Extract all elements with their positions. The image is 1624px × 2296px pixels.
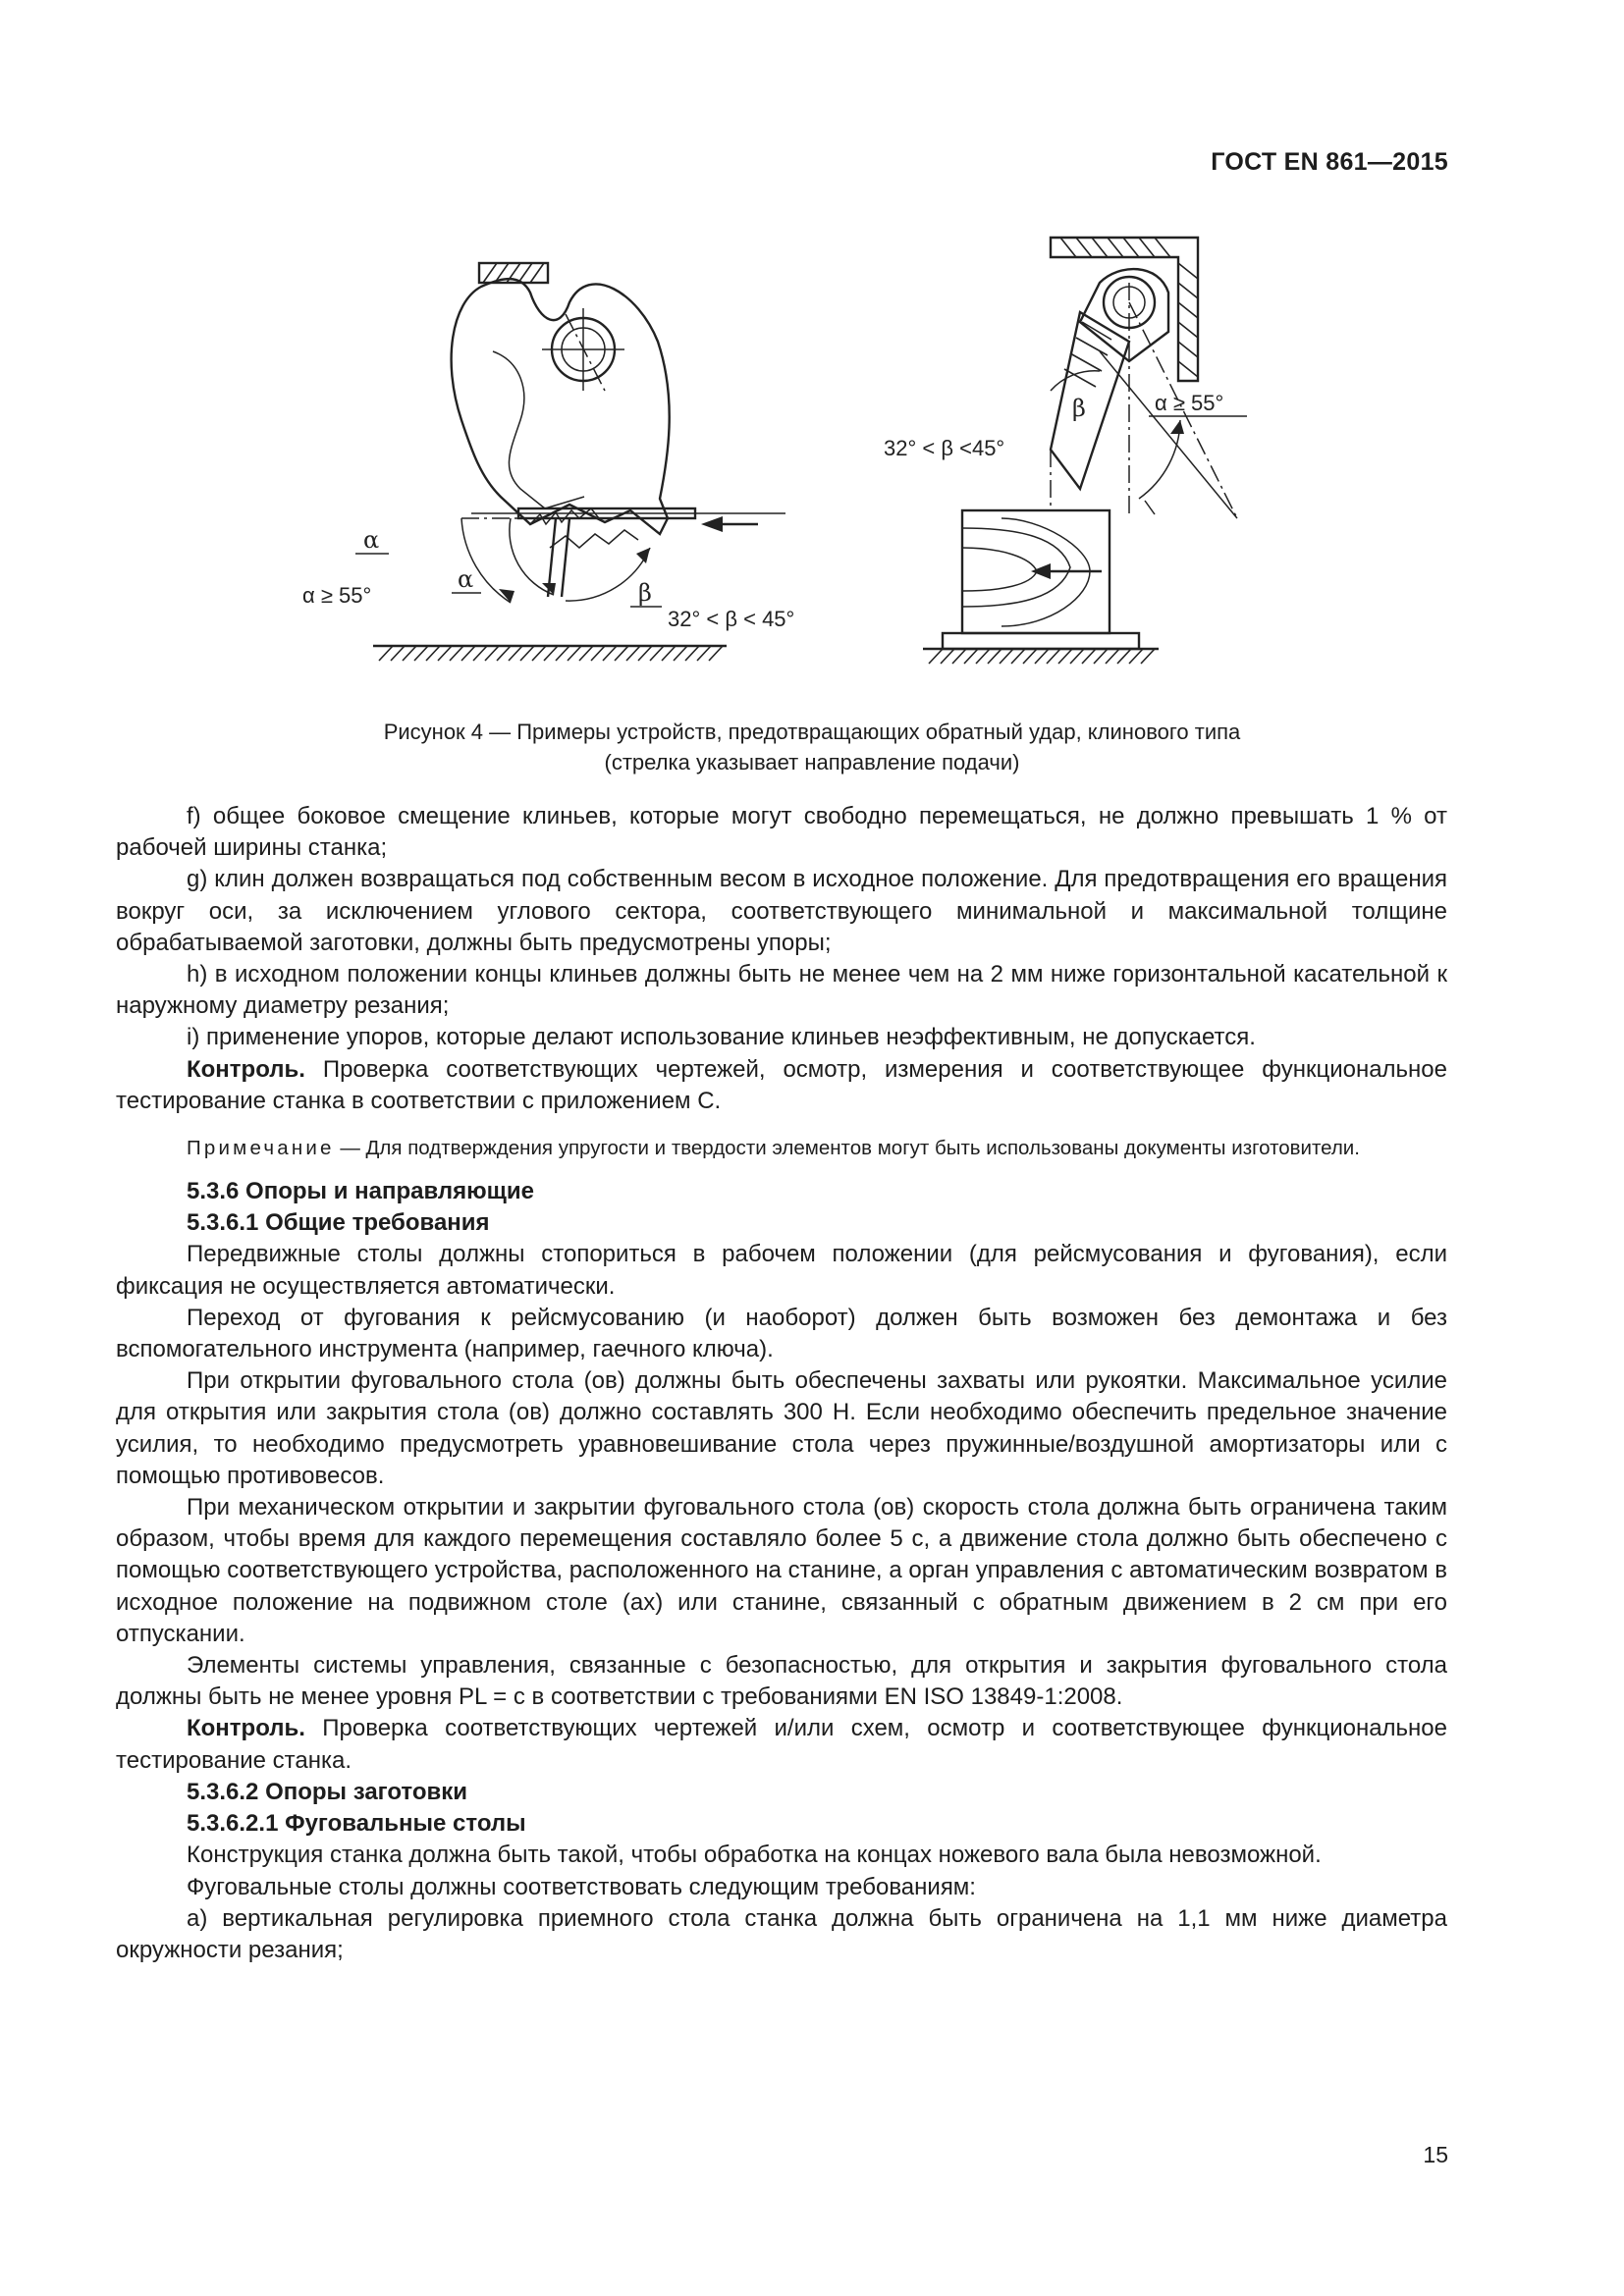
section-5-3-6-1-title: 5.3.6.1 Общие требования — [187, 1209, 490, 1237]
control-paragraph-2 — [116, 1713, 1447, 1776]
control-paragraph-1 — [116, 1054, 1447, 1117]
figure-caption — [176, 717, 1448, 777]
section-5-3-6-title: 5.3.6 Опоры и направляющие — [187, 1178, 534, 1205]
item-h: h) в исходном положении концы клиньев должны быть не менее чем на 2 мм ниже горизонтальной касательной к наружному диаметру резания; — [116, 961, 1447, 1020]
item-a: а) вертикальная регулировка приемного стола станка должна быть ограничена на 1,1 мм ниже диаметра окружности резания; — [116, 1904, 1447, 1963]
label-alpha-ge-55-left: α ≥ 55° — [302, 583, 372, 608]
main-text — [116, 801, 1447, 1966]
control-text-2: Проверка соответствующих чертежей и/или схем, осмотр и соответствующее функциональное тестирование станка. — [116, 1715, 1447, 1774]
caption-line-1: Рисунок 4 — Примеры устройств, предотвращающих обратный удар, клинового типа — [383, 720, 1241, 744]
label-alpha-outer: α — [363, 526, 380, 554]
note-label: Примечание — [187, 1137, 335, 1160]
control-label-2: Контроль. — [187, 1715, 305, 1742]
paragraph-5361-5: Элементы системы управления, связанные с безопасностью, для открытия и закрытия фуговального стола должны быть не менее уровня PL = с в соответствии с требованиями EN ISO 13849-1:2008. — [116, 1652, 1447, 1711]
note-paragraph — [116, 1135, 1447, 1162]
left-device-drawing — [302, 263, 794, 661]
control-label-1: Контроль. — [187, 1055, 305, 1083]
control-text-1: Проверка соответствующих чертежей, осмотр, измерения и соответствующее функциональное тестирование станка в соответствии с приложением С. — [116, 1055, 1447, 1114]
caption-line-2: (стрелка указывает направление подачи) — [604, 750, 1020, 774]
paragraph-5361-3: При открытии фуговального стола (ов) должны быть обеспечены захваты или рукоятки. Максимальное усилие для открытия или закрытия стола (ов) должно составлять 300 Н. Если необходимо обеспечить предельное значение усилия, то необходимо предусмотреть уравновешивание стола через пружинные/воздушной амортизаторы или с помощью противовесов. — [116, 1367, 1447, 1489]
paragraph-53621-1: Конструкция станка должна быть такой, чтобы обработка на концах ножевого вала была невозможной. — [187, 1842, 1322, 1869]
label-beta-right: β — [1072, 395, 1086, 422]
figure-4 — [302, 224, 1276, 685]
anti-kickback-drawing — [302, 224, 1276, 685]
paragraph-5361-1: Передвижные столы должны стопориться в рабочем положении (для рейсмусования и фугования), если фиксация не осуществляется автоматически. — [116, 1241, 1447, 1300]
item-i: i) применение упоров, которые делают использование клиньев неэффективным, не допускается. — [187, 1024, 1256, 1051]
section-5-3-6-2-title: 5.3.6.2 Опоры заготовки — [187, 1778, 468, 1805]
label-beta-range-left: 32° < β < 45° — [668, 607, 795, 631]
note-text: — Для подтверждения упругости и твердости элементов могут быть использованы документы изготовители. — [334, 1137, 1360, 1160]
label-beta-range-right: 32° < β <45° — [884, 436, 1005, 460]
paragraph-53621-2: Фуговальные столы должны соответствовать следующим требованиям: — [187, 1873, 976, 1900]
document-header: ГОСТ EN 861—2015 — [1211, 148, 1448, 176]
label-alpha-ge-55-right: α ≥ 55° — [1155, 391, 1224, 415]
label-alpha-inner: α — [458, 565, 474, 593]
section-5-3-6-2-1-title: 5.3.6.2.1 Фуговальные столы — [187, 1810, 526, 1838]
page-number: 15 — [1423, 2142, 1448, 2167]
paragraph-5361-2: Переход от фугования к рейсмусованию (и наоборот) должен быть возможен без демонтажа и без вспомогательного инструмента (например, гаечного ключа). — [116, 1304, 1447, 1363]
item-f: f) общее боковое смещение клиньев, которые могут свободно перемещаться, не должно превышать 1 % от рабочей ширины станка; — [116, 803, 1447, 862]
item-g: g) клин должен возвращаться под собственным весом в исходное положение. Для предотвращения его вращения вокруг оси, за исключением углового сектора, соответствующего минимальной и максимальной толщине обрабатываемой заготовки, должны быть предусмотрены упоры; — [116, 866, 1447, 956]
right-device-drawing — [884, 238, 1247, 664]
paragraph-5361-4: При механическом открытии и закрытии фуговального стола (ов) скорость стола должна быть ограничена таким образом, чтобы время для каждого перемещения составляло более 5 с, а движение стола должно быть обеспечено с помощью соответствующего устройства, расположенного на станине, а орган управления с автоматическим возвратом в исходное положение на подвижном столе (ах) или станине, связанный с обратным движением в 2 см при его отпускании. — [116, 1494, 1447, 1647]
label-beta-left: β — [638, 579, 652, 607]
